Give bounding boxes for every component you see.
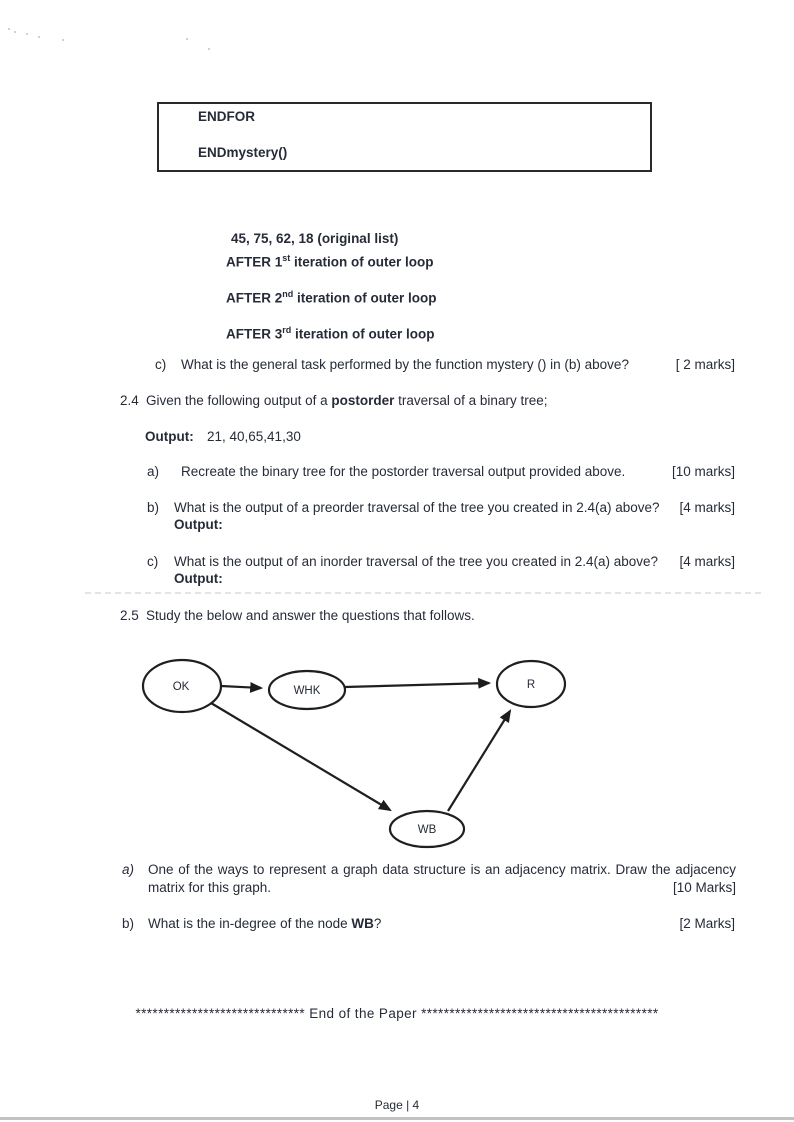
node-wb-label: WB (417, 824, 437, 836)
question-2-4b-marks: [4 marks] (679, 500, 735, 515)
scan-artifact-line (85, 592, 761, 594)
iteration-1-line (226, 249, 434, 272)
question-2-5-intro: Study the below and answer the questions that follows. (146, 608, 475, 623)
question-2-3c-text: What is the general task performed by the function mystery () in (b) above? (181, 357, 629, 372)
question-2-4-output-row (0, 428, 794, 446)
scan-speck (14, 31, 16, 33)
page-number: Page | 4 (374, 1098, 420, 1112)
iteration-2-prefix: AFTER 2 (226, 290, 283, 306)
question-2-3c-label: c) (155, 357, 167, 372)
question-2-5-number: 2.5 (120, 608, 139, 623)
code-line-endmystery: ENDmystery() (198, 145, 288, 160)
iteration-1-sup: st (282, 253, 291, 263)
question-2-3c-marks: [ 2 marks] (675, 357, 735, 372)
end-of-paper-line: ****************************** End of the Paper ****************************************** (135, 1006, 659, 1021)
edge-wb-to-r (448, 711, 510, 811)
question-2-4a-marks: [10 marks] (671, 464, 735, 479)
question-2-5b-suffix: ? (373, 916, 382, 931)
question-2-4a-text: Recreate the binary tree for the postorder traversal output provided above. (181, 464, 626, 479)
question-2-5a-line2-text: matrix for this graph. (148, 880, 272, 895)
node-ok-label: OK (172, 681, 190, 693)
question-2-4b-text: What is the output of a preorder traversal of the tree you created in 2.4(a) above? (174, 500, 660, 515)
question-2-5b-bold-wb: WB (351, 916, 374, 931)
edge-whk-to-r (345, 683, 489, 687)
question-2-4b-output-label: Output: (174, 517, 223, 532)
scan-bottom-edge (0, 1117, 794, 1120)
scan-speck (186, 38, 188, 40)
question-2-4c-row (0, 553, 794, 571)
iteration-1-prefix: AFTER 1 (226, 254, 283, 270)
question-2-4b-label: b) (147, 500, 160, 515)
question-2-5b-text (148, 915, 381, 933)
output-value: 21, 40,65,41,30 (207, 429, 301, 444)
intro-bold-postorder: postorder (331, 393, 395, 408)
question-2-5a-text (148, 861, 736, 897)
iteration-3-sup: rd (282, 325, 292, 335)
question-2-4-intro-row (0, 392, 794, 410)
node-r-label: R (526, 679, 536, 691)
scan-speck (8, 28, 10, 30)
question-2-4b-row (0, 499, 794, 517)
intro-prefix: Given the following output of a (146, 393, 332, 408)
question-2-4c-label: c) (147, 554, 159, 569)
scan-speck (26, 33, 28, 35)
question-2-4c-text: What is the output of an inorder traversal of the tree you created in 2.4(a) above? (174, 554, 659, 569)
iteration-3-prefix: AFTER 3 (226, 326, 283, 342)
question-2-5a-line2 (148, 879, 736, 897)
iteration-3-line (226, 321, 435, 344)
iteration-2-line (226, 285, 437, 308)
question-2-4c-output-label: Output: (174, 571, 223, 586)
scan-speck (208, 48, 210, 50)
edge-ok-to-wb (211, 703, 390, 810)
question-2-4-intro (146, 392, 547, 410)
question-2-4c-marks: [4 marks] (679, 554, 735, 569)
original-list-line: 45, 75, 62, 18 (original list) (231, 231, 399, 246)
question-2-4a-label: a) (147, 464, 160, 479)
question-2-4-number: 2.4 (120, 393, 139, 408)
question-2-5a-marks: [10 Marks] (672, 880, 736, 895)
edge-ok-to-whk (221, 686, 261, 688)
iteration-2-sup: nd (282, 289, 294, 299)
question-2-5b-marks: [2 Marks] (679, 916, 735, 931)
iteration-1-suffix: iteration of outer loop (290, 254, 434, 270)
node-whk-label: WHK (293, 685, 321, 697)
pseudocode-box (157, 102, 652, 172)
question-2-5a-label: a) (122, 862, 135, 877)
directed-graph-diagram (120, 640, 600, 855)
iteration-2-suffix: iteration of outer loop (293, 290, 437, 306)
scan-speck (62, 39, 64, 41)
question-2-5b-label: b) (122, 916, 135, 931)
question-2-5-intro-row (0, 607, 794, 625)
question-2-4a-row (0, 463, 794, 481)
code-line-endfor: ENDFOR (198, 109, 255, 124)
question-2-5b-row (0, 915, 794, 933)
question-2-3c-row (0, 356, 794, 374)
scan-speck (38, 36, 40, 38)
iteration-3-suffix: iteration of outer loop (291, 326, 435, 342)
intro-suffix: traversal of a binary tree; (394, 393, 548, 408)
output-label: Output: (145, 429, 194, 444)
question-2-5a-line1: One of the ways to represent a graph data structure is an adjacency matrix. Draw the adjacency (148, 862, 736, 877)
question-2-5b-prefix: What is the in-degree of the node (148, 916, 352, 931)
